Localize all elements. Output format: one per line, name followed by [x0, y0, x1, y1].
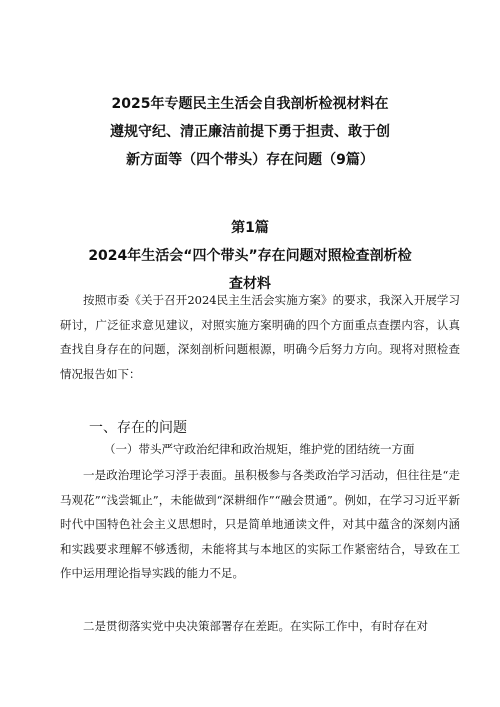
main-title — [60, 90, 440, 174]
chapter-title-line-1: 2024年生活会“四个带头”存在问题对照检查剖析检 — [88, 248, 412, 264]
main-title-line-1: 2025年专题民主生活会自我剖析检视材料在 — [111, 96, 389, 112]
intro-paragraph: 按照市委《关于召开2024民主生活会实施方案》的要求，我深入开展学习研讨，广泛征求意见建议，对照实施方案明确的四个方面重点查摆内容，认真查找自身存在的问题，深刻剖析问题根源，明确今后努力方向。现将对照检查情况报告如下： — [60, 293, 460, 381]
chapter-title — [60, 214, 440, 298]
chapter-label: 第1篇 — [231, 220, 269, 236]
chapter-title-line-2: 查材料 — [229, 276, 271, 292]
main-title-line-3: 新方面等（四个带头）存在问题（9篇） — [126, 152, 374, 168]
subsection-heading: （一）带头严守政治纪律和政治规矩，维护党的团结统一方面 — [104, 442, 415, 456]
paragraph-point-two: 二是贯彻落实党中央决策部署存在差距。在实际工作中，有时存在对 — [83, 619, 428, 633]
section-heading: 一、存在的问题 — [89, 420, 187, 436]
paragraph-point-one: 一是政治理论学习浮于表面。虽积极参与各类政治学习活动，但往往是“走马观花”“浅尝辄止”，未能做到“深耕细作”“融会贯通”。例如，在学习习近平新时代中国特色社会主义思想时，只是简单地通读文件，对其中蕴含的深刻内涵和实践要求理解不够透彻，未能将其与本地区的实际工作紧密结合，导致在工作中运用理论指导实践的能力不足。 — [60, 468, 460, 580]
main-title-line-2: 遵规守纪、清正廉洁前提下勇于担责、敢于创 — [110, 124, 390, 140]
